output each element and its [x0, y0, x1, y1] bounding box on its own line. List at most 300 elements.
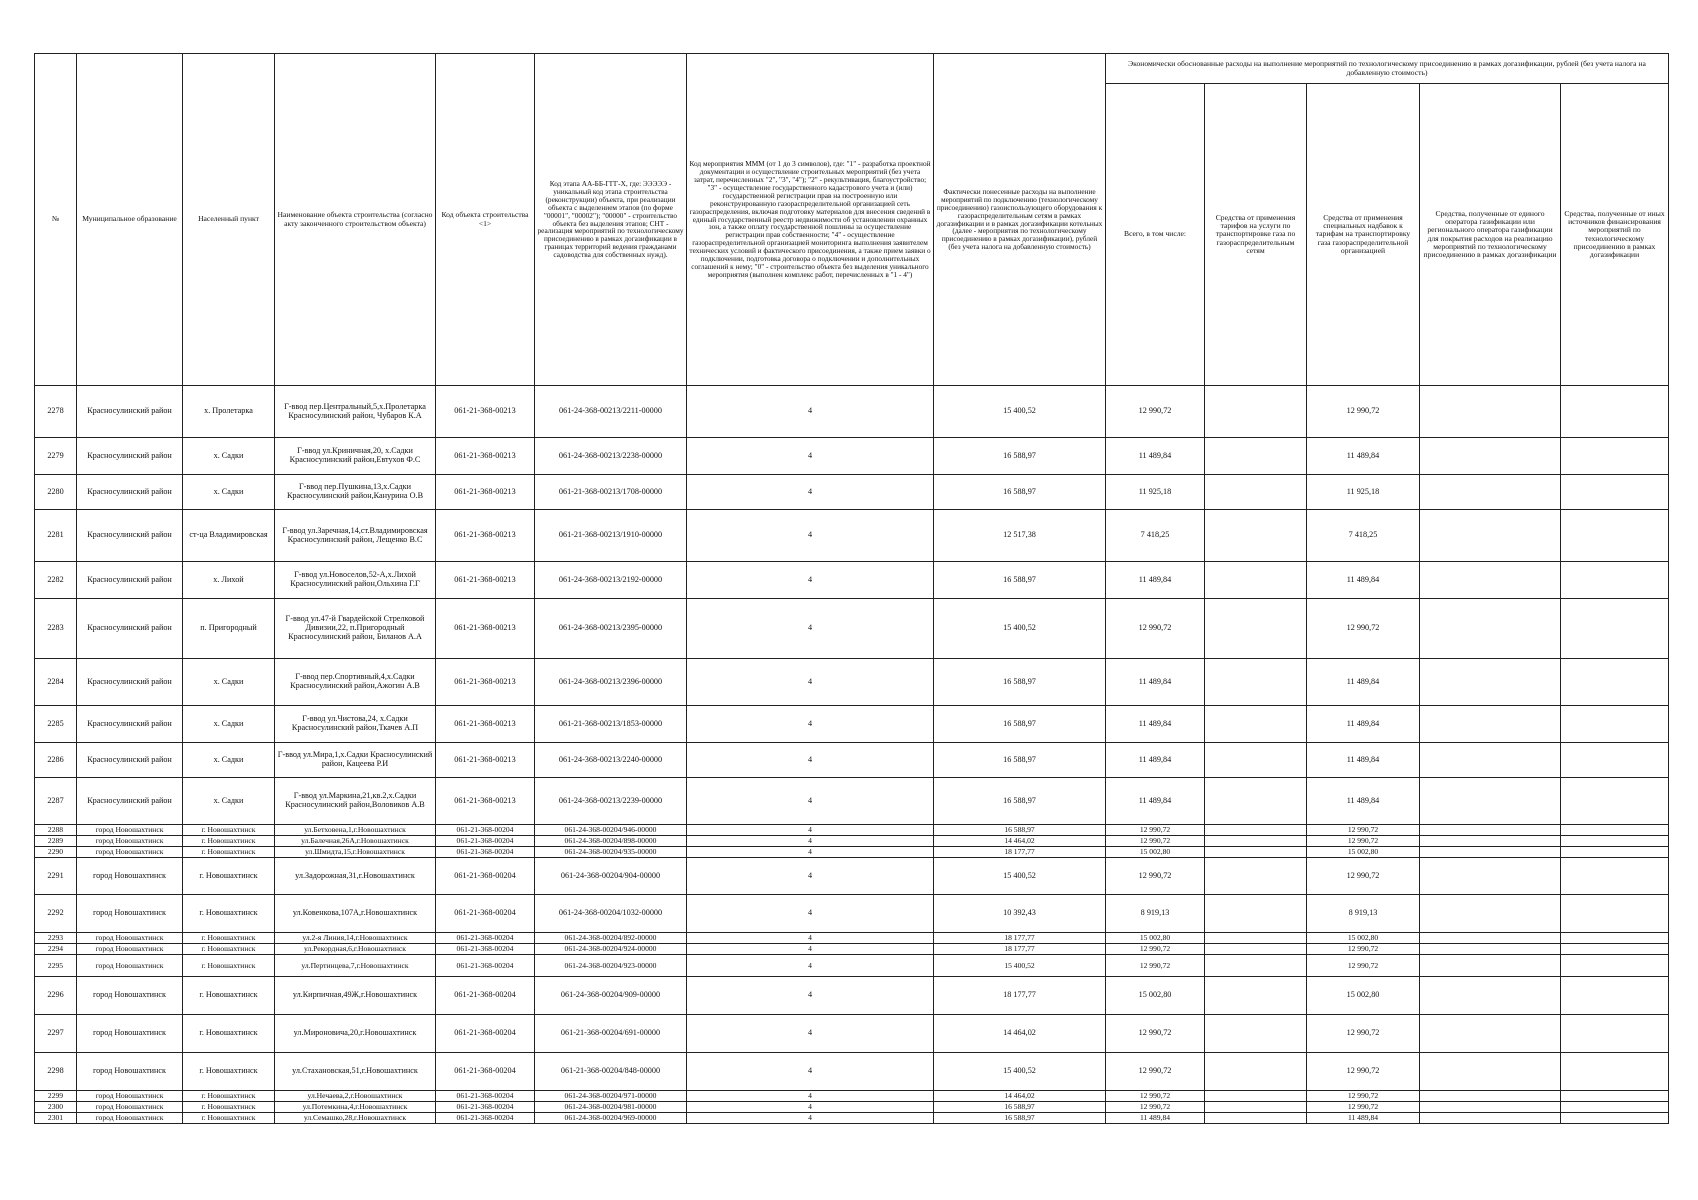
table-row [35, 778, 1669, 825]
row-total: 8 919,13 [1106, 895, 1205, 933]
row-num: 2294 [35, 944, 77, 955]
row-object-code: 061-21-368-00213 [436, 743, 535, 778]
row-total: 15 002,80 [1106, 847, 1205, 858]
row-stage-code: 061-24-368-00204/969-00000 [535, 1113, 687, 1124]
row-total: 11 925,18 [1106, 475, 1205, 510]
row-activity-code: 4 [687, 510, 934, 562]
row-object-code: 061-21-368-00204 [436, 1053, 535, 1091]
row-single-operator [1420, 1102, 1561, 1113]
table-row [35, 475, 1669, 510]
row-total: 12 990,72 [1106, 1102, 1205, 1113]
row-actual-cost: 18 177,77 [934, 847, 1106, 858]
row-tariffs [1205, 1053, 1307, 1091]
row-single-operator [1420, 836, 1561, 847]
row-settlement: х. Садки [183, 438, 275, 475]
row-activity-code: 4 [687, 706, 934, 743]
row-object-code: 061-21-368-00204 [436, 836, 535, 847]
table-row [35, 1113, 1669, 1124]
row-municipality: город Новошахтинск [77, 825, 183, 836]
row-stage-code: 061-24-368-00204/924-00000 [535, 944, 687, 955]
row-stage-code: 061-24-368-00204/909-00000 [535, 977, 687, 1015]
row-special-markups: 12 990,72 [1307, 1091, 1420, 1102]
row-activity-code: 4 [687, 955, 934, 977]
header-tariffs: Средства от применения тарифов на услуги по транспортировке газа по газораспределительным сетям [1205, 84, 1307, 386]
row-settlement: х. Садки [183, 659, 275, 706]
row-actual-cost: 16 588,97 [934, 438, 1106, 475]
table-row [35, 599, 1669, 659]
row-object-name: ул.Семашко,28,г.Новошахтинск [275, 1113, 436, 1124]
row-tariffs [1205, 562, 1307, 599]
row-special-markups: 12 990,72 [1307, 825, 1420, 836]
row-total: 12 990,72 [1106, 858, 1205, 895]
row-other-sources [1561, 706, 1669, 743]
row-stage-code: 061-24-368-00204/898-00000 [535, 836, 687, 847]
row-settlement: х. Садки [183, 743, 275, 778]
row-tariffs [1205, 1091, 1307, 1102]
row-actual-cost: 15 400,52 [934, 1053, 1106, 1091]
row-activity-code: 4 [687, 1113, 934, 1124]
row-object-name: ул.Задорожная,31,г.Новошахтинск [275, 858, 436, 895]
row-single-operator [1420, 706, 1561, 743]
row-single-operator [1420, 895, 1561, 933]
table-row [35, 933, 1669, 944]
row-total: 15 002,80 [1106, 977, 1205, 1015]
row-num: 2288 [35, 825, 77, 836]
row-special-markups: 11 489,84 [1307, 706, 1420, 743]
row-other-sources [1561, 955, 1669, 977]
row-num: 2299 [35, 1091, 77, 1102]
row-object-code: 061-21-368-00204 [436, 933, 535, 944]
row-settlement: г. Новошахтинск [183, 1091, 275, 1102]
row-total: 12 990,72 [1106, 825, 1205, 836]
row-object-code: 061-21-368-00204 [436, 944, 535, 955]
row-total: 12 990,72 [1106, 1015, 1205, 1053]
row-total: 7 418,25 [1106, 510, 1205, 562]
row-other-sources [1561, 1113, 1669, 1124]
row-stage-code: 061-24-368-00213/2240-00000 [535, 743, 687, 778]
table-row [35, 1102, 1669, 1113]
row-single-operator [1420, 977, 1561, 1015]
row-single-operator [1420, 562, 1561, 599]
row-other-sources [1561, 977, 1669, 1015]
costs-sheet [34, 53, 1669, 1124]
row-other-sources [1561, 825, 1669, 836]
row-tariffs [1205, 847, 1307, 858]
row-actual-cost: 16 588,97 [934, 743, 1106, 778]
row-object-code: 061-21-368-00213 [436, 475, 535, 510]
row-actual-cost: 18 177,77 [934, 944, 1106, 955]
row-special-markups: 7 418,25 [1307, 510, 1420, 562]
row-activity-code: 4 [687, 1015, 934, 1053]
row-activity-code: 4 [687, 1053, 934, 1091]
row-municipality: Красносулинский район [77, 475, 183, 510]
row-municipality: город Новошахтинск [77, 1015, 183, 1053]
row-settlement: г. Новошахтинск [183, 858, 275, 895]
row-municipality: город Новошахтинск [77, 1053, 183, 1091]
row-single-operator [1420, 438, 1561, 475]
row-object-name: Г-ввод ул.Маркина,21,кв.2,х.Садки Красносулинский район,Воловиков А.В [275, 778, 436, 825]
row-tariffs [1205, 1113, 1307, 1124]
row-single-operator [1420, 933, 1561, 944]
row-stage-code: 061-24-368-00204/904-00000 [535, 858, 687, 895]
row-tariffs [1205, 836, 1307, 847]
row-actual-cost: 16 588,97 [934, 1102, 1106, 1113]
row-stage-code: 061-24-368-00213/2238-00000 [535, 438, 687, 475]
row-tariffs [1205, 659, 1307, 706]
row-num: 2278 [35, 386, 77, 438]
row-stage-code: 061-24-368-00204/971-00000 [535, 1091, 687, 1102]
row-special-markups: 15 002,80 [1307, 933, 1420, 944]
row-object-name: ул.Ковенкова,107А,г.Новошахтинск [275, 895, 436, 933]
row-settlement: г. Новошахтинск [183, 933, 275, 944]
row-municipality: город Новошахтинск [77, 895, 183, 933]
row-special-markups: 11 925,18 [1307, 475, 1420, 510]
row-activity-code: 4 [687, 1091, 934, 1102]
row-settlement: х. Садки [183, 706, 275, 743]
row-num: 2297 [35, 1015, 77, 1053]
row-stage-code: 061-21-368-00204/848-00000 [535, 1053, 687, 1091]
row-single-operator [1420, 1053, 1561, 1091]
row-stage-code: 061-24-368-00204/981-00000 [535, 1102, 687, 1113]
row-municipality: город Новошахтинск [77, 977, 183, 1015]
row-municipality: город Новошахтинск [77, 858, 183, 895]
row-actual-cost: 15 400,52 [934, 858, 1106, 895]
row-object-name: Г-ввод ул.Чистова,24, х.Садки Красносулинский район,Ткачев А.П [275, 706, 436, 743]
header-group-justified-costs: Экономически обоснованные расходы на выполнение мероприятий по технологическому присоединению в рамках догазификации, рублей (без учета налога на добавленную стоимость) [1106, 54, 1669, 84]
row-settlement: г. Новошахтинск [183, 847, 275, 858]
header-num: № [35, 54, 77, 386]
row-single-operator [1420, 743, 1561, 778]
table-row [35, 386, 1669, 438]
row-single-operator [1420, 659, 1561, 706]
row-object-code: 061-21-368-00204 [436, 858, 535, 895]
row-settlement: х. Садки [183, 778, 275, 825]
row-object-name: Г-ввод пер.Пушкина,13,х.Садки Красносулинский район,Канурина О.В [275, 475, 436, 510]
row-special-markups: 12 990,72 [1307, 1053, 1420, 1091]
row-object-name: ул.Кирпичная,49Ж,г.Новошахтинск [275, 977, 436, 1015]
row-activity-code: 4 [687, 858, 934, 895]
row-other-sources [1561, 895, 1669, 933]
row-settlement: г. Новошахтинск [183, 895, 275, 933]
row-num: 2282 [35, 562, 77, 599]
row-settlement: ст-ца Владимировская [183, 510, 275, 562]
row-settlement: г. Новошахтинск [183, 1102, 275, 1113]
table-row [35, 1015, 1669, 1053]
table-row [35, 895, 1669, 933]
row-single-operator [1420, 599, 1561, 659]
row-tariffs [1205, 438, 1307, 475]
row-actual-cost: 12 517,38 [934, 510, 1106, 562]
row-other-sources [1561, 743, 1669, 778]
row-total: 12 990,72 [1106, 386, 1205, 438]
row-tariffs [1205, 955, 1307, 977]
row-object-name: ул.Мироновича,20,г.Новошахтинск [275, 1015, 436, 1053]
row-object-code: 061-21-368-00213 [436, 386, 535, 438]
row-actual-cost: 16 588,97 [934, 778, 1106, 825]
row-other-sources [1561, 944, 1669, 955]
row-total: 12 990,72 [1106, 599, 1205, 659]
row-object-code: 061-21-368-00204 [436, 1113, 535, 1124]
row-actual-cost: 14 464,02 [934, 1091, 1106, 1102]
row-object-code: 061-21-368-00204 [436, 895, 535, 933]
row-municipality: Красносулинский район [77, 562, 183, 599]
row-actual-cost: 14 464,02 [934, 1015, 1106, 1053]
row-num: 2295 [35, 955, 77, 977]
row-stage-code: 061-24-368-00213/2395-00000 [535, 599, 687, 659]
row-single-operator [1420, 1091, 1561, 1102]
row-object-name: Г-ввод ул.47-й Гвардейской Стрелковой Дивизии,22, п.Пригородный Красносулинский район, Биланов А.А [275, 599, 436, 659]
row-num: 2301 [35, 1113, 77, 1124]
row-stage-code: 061-24-368-00213/2211-00000 [535, 386, 687, 438]
row-other-sources [1561, 836, 1669, 847]
row-actual-cost: 16 588,97 [934, 659, 1106, 706]
row-municipality: город Новошахтинск [77, 944, 183, 955]
row-single-operator [1420, 475, 1561, 510]
row-object-code: 061-21-368-00213 [436, 778, 535, 825]
row-total: 12 990,72 [1106, 1091, 1205, 1102]
table-row [35, 562, 1669, 599]
row-special-markups: 11 489,84 [1307, 438, 1420, 475]
row-object-code: 061-21-368-00204 [436, 1102, 535, 1113]
table-row [35, 510, 1669, 562]
row-activity-code: 4 [687, 562, 934, 599]
row-object-name: Г-ввод пер.Центральный,5,х.Пролетарка Красносулинский район, Чубаров К.А [275, 386, 436, 438]
row-tariffs [1205, 858, 1307, 895]
row-other-sources [1561, 562, 1669, 599]
row-municipality: Красносулинский район [77, 438, 183, 475]
row-total: 12 990,72 [1106, 944, 1205, 955]
row-num: 2285 [35, 706, 77, 743]
row-stage-code: 061-24-368-00213/2396-00000 [535, 659, 687, 706]
row-tariffs [1205, 706, 1307, 743]
row-other-sources [1561, 475, 1669, 510]
row-total: 12 990,72 [1106, 836, 1205, 847]
row-num: 2284 [35, 659, 77, 706]
header-single-operator: Средства, полученные от единого оператора газификации или регионального оператора газификации для покрытия расходов на реализацию мероприятий по технологическому присоединению в рамках догазификации [1420, 84, 1561, 386]
row-total: 15 002,80 [1106, 933, 1205, 944]
row-settlement: п. Пригородный [183, 599, 275, 659]
row-other-sources [1561, 1102, 1669, 1113]
row-tariffs [1205, 944, 1307, 955]
costs-table [34, 53, 1669, 1124]
row-single-operator [1420, 1015, 1561, 1053]
row-stage-code: 061-24-368-00204/1032-00000 [535, 895, 687, 933]
row-num: 2289 [35, 836, 77, 847]
row-object-name: ул.Пертинцева,7,г.Новошахтинск [275, 955, 436, 977]
row-settlement: х. Лихой [183, 562, 275, 599]
row-activity-code: 4 [687, 847, 934, 858]
row-object-code: 061-21-368-00204 [436, 1091, 535, 1102]
row-num: 2290 [35, 847, 77, 858]
row-total: 11 489,84 [1106, 438, 1205, 475]
row-num: 2280 [35, 475, 77, 510]
header-municipality: Муниципальное образование [77, 54, 183, 386]
row-stage-code: 061-24-368-00213/2192-00000 [535, 562, 687, 599]
table-row [35, 847, 1669, 858]
table-row [35, 858, 1669, 895]
row-num: 2296 [35, 977, 77, 1015]
row-num: 2292 [35, 895, 77, 933]
row-object-name: ул.Рекордная,6,г.Новошахтинск [275, 944, 436, 955]
row-tariffs [1205, 1102, 1307, 1113]
row-actual-cost: 18 177,77 [934, 933, 1106, 944]
row-single-operator [1420, 955, 1561, 977]
row-other-sources [1561, 510, 1669, 562]
row-activity-code: 4 [687, 743, 934, 778]
row-num: 2291 [35, 858, 77, 895]
row-actual-cost: 14 464,02 [934, 836, 1106, 847]
row-municipality: Красносулинский район [77, 510, 183, 562]
row-object-name: Г-ввод пер.Спортивный,4,х.Садки Красносулинский район,Ажогин А.В [275, 659, 436, 706]
row-stage-code: 061-24-368-00204/935-00000 [535, 847, 687, 858]
row-actual-cost: 16 588,97 [934, 825, 1106, 836]
row-special-markups: 12 990,72 [1307, 955, 1420, 977]
row-tariffs [1205, 475, 1307, 510]
row-special-markups: 12 990,72 [1307, 599, 1420, 659]
row-special-markups: 12 990,72 [1307, 858, 1420, 895]
row-special-markups: 12 990,72 [1307, 836, 1420, 847]
row-single-operator [1420, 778, 1561, 825]
row-settlement: г. Новошахтинск [183, 977, 275, 1015]
row-num: 2286 [35, 743, 77, 778]
table-row [35, 955, 1669, 977]
header-total: Всего, в том числе: [1106, 84, 1205, 386]
header-object-code: Код объекта строительства <1> [436, 54, 535, 386]
table-row [35, 1053, 1669, 1091]
row-num: 2293 [35, 933, 77, 944]
row-activity-code: 4 [687, 659, 934, 706]
row-object-name: ул.Балечная,26А,г.Новошахтинск [275, 836, 436, 847]
row-tariffs [1205, 778, 1307, 825]
row-tariffs [1205, 743, 1307, 778]
row-object-name: ул.Нечаева,2,г.Новошахтинск [275, 1091, 436, 1102]
row-actual-cost: 16 588,97 [934, 706, 1106, 743]
row-num: 2287 [35, 778, 77, 825]
row-other-sources [1561, 858, 1669, 895]
row-special-markups: 8 919,13 [1307, 895, 1420, 933]
row-activity-code: 4 [687, 599, 934, 659]
row-stage-code: 061-24-368-00213/2239-00000 [535, 778, 687, 825]
row-special-markups: 12 990,72 [1307, 1102, 1420, 1113]
row-num: 2283 [35, 599, 77, 659]
row-municipality: Красносулинский район [77, 599, 183, 659]
row-object-code: 061-21-368-00213 [436, 438, 535, 475]
row-tariffs [1205, 510, 1307, 562]
header-actual-costs: Фактически понесенные расходы на выполнение мероприятий по подключению (технологическому присоединению) газоиспользующего оборудования к газораспределительным сетям в рамках догазификации и в рамках догазификации котельных (далее - мероприятия по технологическому присоединению в рамках догазификации), рублей (без учета налога на добавленную стоимость) [934, 54, 1106, 386]
row-tariffs [1205, 977, 1307, 1015]
row-municipality: Красносулинский район [77, 743, 183, 778]
row-object-code: 061-21-368-00204 [436, 847, 535, 858]
row-special-markups: 11 489,84 [1307, 1113, 1420, 1124]
table-row [35, 977, 1669, 1015]
row-municipality: город Новошахтинск [77, 1091, 183, 1102]
row-other-sources [1561, 438, 1669, 475]
table-header [35, 54, 1669, 386]
row-settlement: г. Новошахтинск [183, 836, 275, 847]
row-object-name: ул.2-я Линия,14,г.Новошахтинск [275, 933, 436, 944]
row-tariffs [1205, 386, 1307, 438]
row-municipality: Красносулинский район [77, 659, 183, 706]
row-object-code: 061-21-368-00213 [436, 510, 535, 562]
row-settlement: г. Новошахтинск [183, 1015, 275, 1053]
row-municipality: город Новошахтинск [77, 933, 183, 944]
row-object-code: 061-21-368-00204 [436, 977, 535, 1015]
row-object-code: 061-21-368-00204 [436, 955, 535, 977]
row-total: 11 489,84 [1106, 1113, 1205, 1124]
row-object-name: Г-ввод ул.Мира,1,х.Садки Красносулинский район, Кацеева Р.И [275, 743, 436, 778]
row-object-name: ул.Стахановская,51,г.Новошахтинск [275, 1053, 436, 1091]
row-activity-code: 4 [687, 895, 934, 933]
row-special-markups: 12 990,72 [1307, 944, 1420, 955]
row-actual-cost: 15 400,52 [934, 955, 1106, 977]
row-activity-code: 4 [687, 977, 934, 1015]
row-total: 11 489,84 [1106, 743, 1205, 778]
header-settlement: Населенный пункт [183, 54, 275, 386]
row-total: 11 489,84 [1106, 778, 1205, 825]
row-other-sources [1561, 933, 1669, 944]
row-special-markups: 15 002,80 [1307, 977, 1420, 1015]
row-other-sources [1561, 386, 1669, 438]
row-activity-code: 4 [687, 944, 934, 955]
row-object-name: Г-ввод ул.Криничная,20, х.Садки Красносулинский район,Евтухов Ф.С [275, 438, 436, 475]
row-other-sources [1561, 847, 1669, 858]
row-special-markups: 12 990,72 [1307, 1015, 1420, 1053]
row-single-operator [1420, 1113, 1561, 1124]
row-settlement: г. Новошахтинск [183, 1113, 275, 1124]
row-settlement: г. Новошахтинск [183, 944, 275, 955]
row-actual-cost: 15 400,52 [934, 599, 1106, 659]
row-stage-code: 061-24-368-00204/923-00000 [535, 955, 687, 977]
row-other-sources [1561, 599, 1669, 659]
row-num: 2281 [35, 510, 77, 562]
row-object-code: 061-21-368-00213 [436, 599, 535, 659]
row-stage-code: 061-24-368-00204/892-00000 [535, 933, 687, 944]
row-actual-cost: 16 588,97 [934, 562, 1106, 599]
row-stage-code: 061-24-368-00204/946-00000 [535, 825, 687, 836]
row-activity-code: 4 [687, 438, 934, 475]
row-tariffs [1205, 933, 1307, 944]
row-actual-cost: 15 400,52 [934, 386, 1106, 438]
row-tariffs [1205, 1015, 1307, 1053]
row-actual-cost: 16 588,97 [934, 1113, 1106, 1124]
table-body [35, 386, 1669, 1124]
row-total: 12 990,72 [1106, 1053, 1205, 1091]
row-num: 2298 [35, 1053, 77, 1091]
row-num: 2300 [35, 1102, 77, 1113]
row-tariffs [1205, 599, 1307, 659]
row-object-code: 061-21-368-00204 [436, 825, 535, 836]
row-other-sources [1561, 1053, 1669, 1091]
row-single-operator [1420, 510, 1561, 562]
table-row [35, 743, 1669, 778]
row-total: 11 489,84 [1106, 706, 1205, 743]
row-settlement: г. Новошахтинск [183, 1053, 275, 1091]
row-activity-code: 4 [687, 933, 934, 944]
table-row [35, 1091, 1669, 1102]
row-activity-code: 4 [687, 836, 934, 847]
row-municipality: город Новошахтинск [77, 955, 183, 977]
row-single-operator [1420, 386, 1561, 438]
row-actual-cost: 16 588,97 [934, 475, 1106, 510]
row-special-markups: 15 002,80 [1307, 847, 1420, 858]
row-municipality: город Новошахтинск [77, 1102, 183, 1113]
row-actual-cost: 10 392,43 [934, 895, 1106, 933]
row-other-sources [1561, 1091, 1669, 1102]
row-municipality: Красносулинский район [77, 386, 183, 438]
row-single-operator [1420, 847, 1561, 858]
row-object-name: ул.Бетховена,1,г.Новошахтинск [275, 825, 436, 836]
row-activity-code: 4 [687, 386, 934, 438]
